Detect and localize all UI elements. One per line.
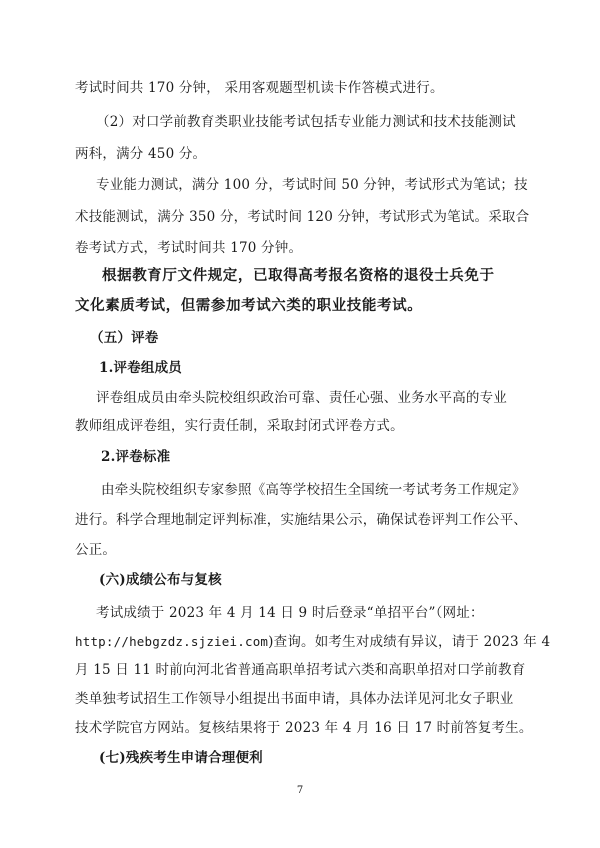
text-line: 由牵头院校组织专家参照《高等学校招生全国统一考试考务工作规定》 [101,482,526,498]
text-line: 评卷组成员由牵头院校组织政治可靠、责任心强、业务水平高的专业 [96,390,507,406]
text-line: 进行。科学合理地制定评判标准，实施结果公示，确保试卷评判工作公平、 [75,512,528,528]
text-line: 两科，满分 450 分。 [75,146,207,162]
section-heading: (六)成绩公布与复核 [99,572,222,588]
bold-notice-line: 根据教育厅文件规定，已取得高考报名资格的退役士兵免于 [102,267,495,284]
text-span: )查询。如考生对成绩有异议，请于 2023 年 4 [268,634,551,650]
text-line: 技术学院官方网站。复核结果将于 2023 年 4 月 16 日 17 时前答复考生。 [75,720,533,736]
text-line: 考试成绩于 2023 年 4 月 14 日 9 时后登录“单招平台”（网址： [96,605,484,621]
text-line: 考试时间共 170 分钟， 采用客观题型机读卡作答模式进行。 [75,80,444,96]
text-line: 月 15 日 11 时前向河北省普通高职单招考试六类和高职单招对口学前教育 [75,662,526,678]
text-line: 专业能力测试，满分 100 分，考试时间 50 分钟，考试形式为笔试；技 [96,177,528,193]
bold-notice-line: 文化素质考试，但需参加考试六类的职业技能考试。 [75,297,423,314]
subsection-heading: 1.评卷组成员 [99,360,182,376]
text-line: 教师组成评卷组，实行责任制，采取封闭式评卷方式。 [75,418,404,434]
section-heading: （五）评卷 [90,330,159,346]
text-line: 公正。 [75,542,117,558]
text-line: 类单独考试招生工作领导小组提出书面申请，具体办法详见河北女子职业 [75,691,514,707]
text-line: 术技能测试，满分 350 分，考试时间 120 分钟，考试形式为笔试。采取合 [75,209,530,225]
page-number: 7 [296,785,304,796]
website-url: http://hebgzdz.sjziei.com [75,634,269,649]
text-line [75,632,550,652]
text-line: （2）对口学前教育类职业技能考试包括专业能力测试和技术技能测试 [96,114,516,130]
section-heading: (七)残疾考生申请合理便利 [99,750,263,766]
subsection-heading: 2.评卷标准 [101,449,171,465]
text-line: 卷考试方式，考试时间共 170 分钟。 [75,240,303,256]
